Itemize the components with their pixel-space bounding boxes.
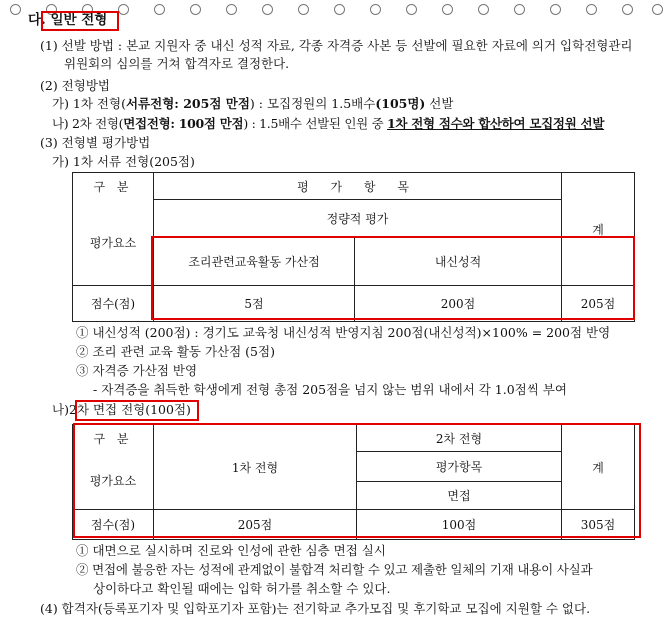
item2-ga <box>52 96 453 112</box>
notes2-n2b: 상이하다고 확인될 때에는 입학 허가를 취소할 수 있다. <box>93 581 391 596</box>
table1-factor: 평가요소 <box>73 200 154 286</box>
table1-total-header: 계 <box>562 173 635 286</box>
notes2-n1: ① 대면으로 실시하며 진로와 인성에 관한 심층 면접 실시 <box>76 543 386 558</box>
item2-ga-post: 선발 <box>425 96 454 111</box>
item2-na-mid: ) : 1.5배수 선발된 인원 중 <box>243 116 388 131</box>
highlight-box-table2 <box>73 423 641 538</box>
highlight-box-heading <box>41 11 119 31</box>
table2-eval-items: 평가항목 <box>357 452 562 482</box>
item2-title: (2) 전형방법 <box>40 78 110 93</box>
item4: (4) 합격자(등록포기자 및 입학포기자 포함)는 전기학교 추가모집 및 후기학교 모집에 지원할 수 없다. <box>40 601 591 616</box>
binder-ring <box>118 4 129 15</box>
binder-ring <box>262 4 273 15</box>
item3-na-prefix: 나) <box>52 402 69 417</box>
table2-score1: 205점 <box>154 510 357 540</box>
table2-stage2: 2차 전형 <box>357 425 562 452</box>
item2-na-pre: 나) 2차 전형( <box>52 116 124 131</box>
binder-ring <box>10 4 21 15</box>
highlight-box-table1 <box>151 236 635 320</box>
section-heading-prefix: 다. <box>28 12 46 28</box>
table1-score-total: 205점 <box>562 286 635 322</box>
binder-ring <box>190 4 201 15</box>
table1-score2: 200점 <box>355 286 562 322</box>
item1-line1: (1) 선발 방법 : 본교 지원자 중 내신 성적 자료, 각종 자격증 사본 등 선발에 필요한 자료에 의거 입학전형관리 <box>40 38 633 53</box>
item2-ga-bold2: (105명) <box>375 96 426 111</box>
binder-ring <box>478 4 489 15</box>
binder-ring <box>226 4 237 15</box>
table1-score1: 5점 <box>154 286 355 322</box>
binder-ring <box>442 4 453 15</box>
table2-col-stage1: 1차 전형 <box>154 425 357 510</box>
table2-score-label: 점수(점) <box>73 510 154 540</box>
table2-factor: 평가요소 <box>73 452 154 510</box>
table2-score2: 100점 <box>357 510 562 540</box>
item3-ga-title: 가) 1차 서류 전형(205점) <box>52 154 195 169</box>
table1-gubun: 구 분 <box>73 173 154 200</box>
item2-na-underline: 1차 전형 점수와 합산하여 모집정원 선발 <box>387 116 605 131</box>
item2-ga-pre: 가) 1차 전형( <box>52 96 126 111</box>
table2-interview: 면접 <box>357 482 562 510</box>
binder-ring <box>586 4 597 15</box>
item2-na-bold: 면접전형: 100점 만점 <box>123 116 244 131</box>
section-heading-title: 일반 전형 <box>50 12 108 28</box>
table2-score-total: 305점 <box>562 510 635 540</box>
binder-ring <box>406 4 417 15</box>
notes1-n3-sub: - 자격증을 취득한 학생에게 전형 총점 205점을 넘지 않는 범위 내에서 각 1.0점씩 부여 <box>93 382 567 397</box>
item2-na <box>52 116 604 132</box>
binder-ring <box>334 4 345 15</box>
binder-ring <box>550 4 561 15</box>
notes1-n1: ① 내신성적 (200점) : 경기도 교육청 내신성적 반영지침 200점(내신성적)×100% = 200점 반영 <box>76 325 611 340</box>
item3-na-text: 2차 면접 전형(100점) <box>68 402 191 417</box>
binder-ring <box>370 4 381 15</box>
table1-col-grades: 내신성적 <box>355 238 562 286</box>
binder-ring <box>154 4 165 15</box>
item1-line2: 위원회의 심의를 거쳐 합격자로 결정한다. <box>64 56 290 71</box>
table1-score-label: 점수(점) <box>73 286 154 322</box>
binder-ring <box>652 4 663 15</box>
highlight-box-na2 <box>75 400 199 421</box>
item2-ga-bold: 서류전형: 205점 만점 <box>125 96 250 111</box>
binder-ring <box>622 4 633 15</box>
table1-eval-items: 평 가 항 목 <box>154 173 562 200</box>
item2-ga-mid: ) : 모집정원의 1.5배수 <box>249 96 376 111</box>
notes1-n2: ② 조리 관련 교육 활동 가산점 (5점) <box>76 344 275 359</box>
notes2-n2a: ② 면접에 불응한 자는 성적에 관계없이 불합격 처리할 수 있고 제출한 일체의 기재 내용이 사실과 <box>76 562 593 577</box>
binder-ring <box>298 4 309 15</box>
table1-quant: 정량적 평가 <box>154 200 562 238</box>
notes1-n3: ③ 자격증 가산점 반영 <box>76 363 198 378</box>
item3-title: (3) 전형별 평가방법 <box>40 135 151 150</box>
table2-gubun: 구 분 <box>73 425 154 452</box>
binder-ring <box>514 4 525 15</box>
table1-col-cooking-bonus: 조리관련교육활동 가산점 <box>154 238 355 286</box>
table2-total-header: 계 <box>562 425 635 510</box>
